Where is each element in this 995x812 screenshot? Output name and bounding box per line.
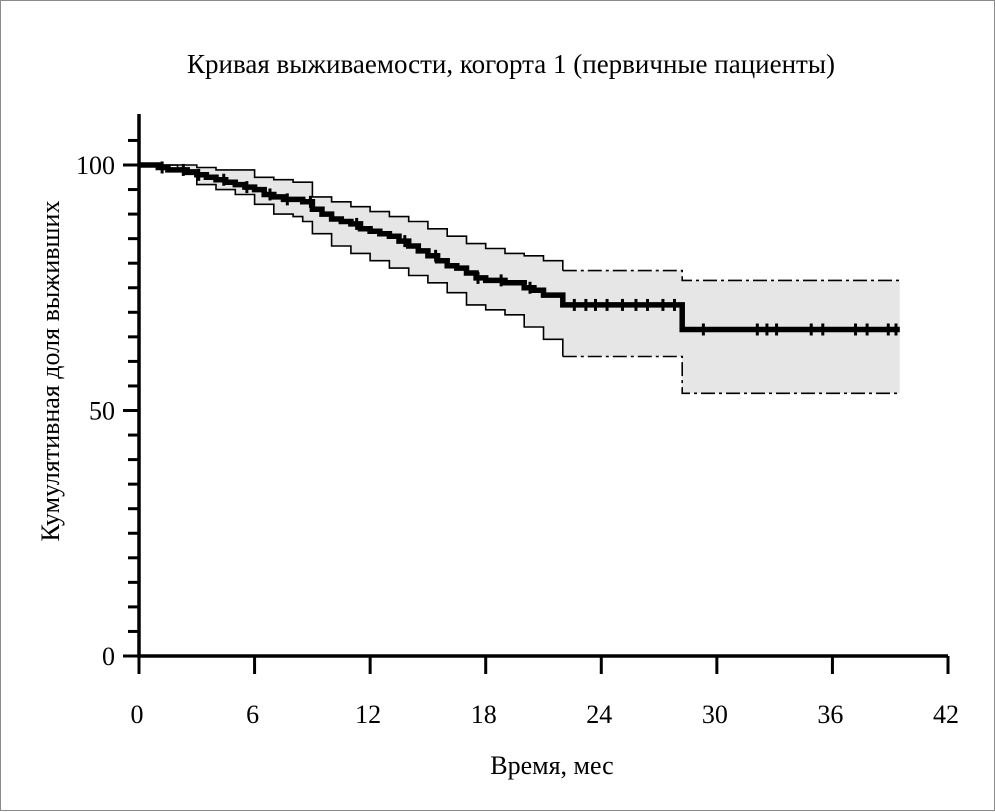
x-tick-label: 24 bbox=[586, 700, 613, 729]
y-tick-label: 100 bbox=[76, 151, 115, 180]
plot-area bbox=[76, 114, 959, 729]
x-axis-label: Время, мес bbox=[490, 751, 614, 780]
x-tick-label: 36 bbox=[817, 700, 844, 729]
x-tick-label: 12 bbox=[355, 700, 382, 729]
x-tick-label: 42 bbox=[933, 700, 959, 729]
y-tick-label: 50 bbox=[89, 396, 115, 426]
x-tick-label: 30 bbox=[701, 700, 728, 729]
confidence-band bbox=[139, 165, 900, 393]
y-axis-label: Кумулятивная доля выживших bbox=[36, 200, 65, 542]
survival-chart bbox=[1, 1, 995, 812]
x-tick-label: 0 bbox=[130, 700, 144, 729]
chart-title: Кривая выживаемости, когорта 1 (первичные пациенты) bbox=[187, 49, 835, 79]
y-tick-label: 0 bbox=[102, 642, 115, 671]
x-tick-label: 18 bbox=[470, 700, 497, 729]
x-tick-label: 6 bbox=[246, 700, 260, 729]
